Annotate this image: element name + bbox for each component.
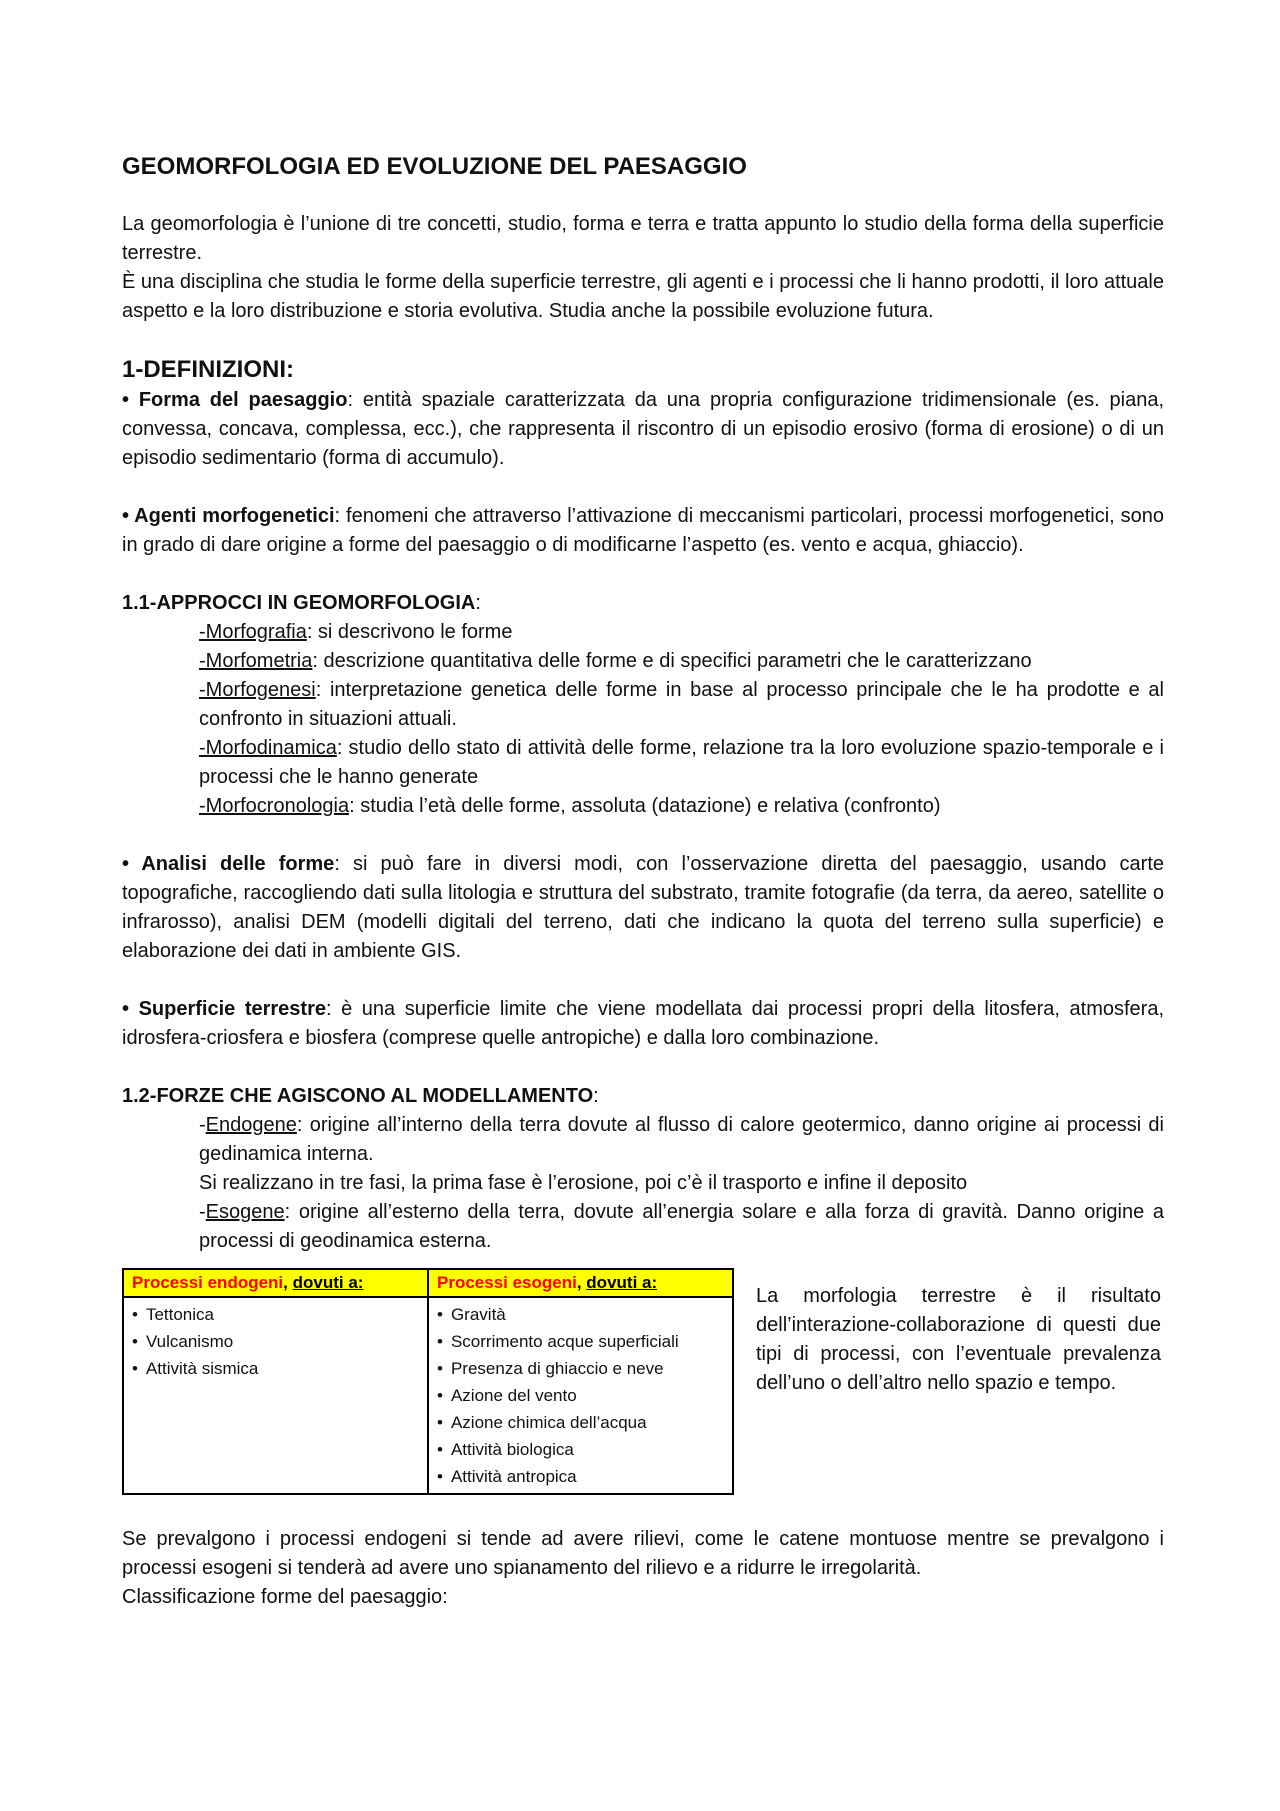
list-dash: - <box>199 1201 206 1223</box>
list-dash: - <box>199 1114 206 1136</box>
definition-term: • Agenti morfogenetici <box>122 505 335 527</box>
list-item-endogene <box>199 1111 1164 1169</box>
approach-term: -Morfocronologia <box>199 795 350 817</box>
subsection-heading-forze <box>122 1082 1164 1111</box>
definition-agenti-morfogenetici <box>122 502 1164 560</box>
list-item: • Scorrimento acque superficiali <box>437 1328 724 1355</box>
list-item-fasi: Si realizzano in tre fasi, la prima fase è l’erosione, poi c’è il trasporto e infine il deposito <box>199 1172 968 1194</box>
approach-text: : descrizione quantitativa delle forme e di specifici parametri che le caratterizzano <box>312 650 1032 672</box>
table-header-row <box>123 1269 733 1297</box>
definition-text: : è una superficie limite che viene modellata dai processi propri della litosfera, atmosfera, idrosfera-criosfera e biosfera (comprese quelle antropiche) e dalla loro combinazione. <box>122 998 1165 1049</box>
approach-text: : studia l’età delle forme, assoluta (datazione) e relativa (confronto) <box>349 795 941 817</box>
definition-analisi-forme <box>122 850 1164 966</box>
subsection-heading-approcci <box>122 589 1164 618</box>
force-term: Endogene <box>205 1114 297 1136</box>
esogeni-list <box>437 1301 724 1490</box>
intro-paragraph-1: La geomorfologia è l’unione di tre concetti, studio, forma e terra e tratta appunto lo studio della forma della superficie terrestre. <box>122 213 1164 264</box>
table-cell-esogeni <box>428 1297 733 1494</box>
header-comma: , <box>283 1273 293 1292</box>
subsection-heading-text: 1.2-FORZE CHE AGISCONO AL MODELLAMENTO <box>122 1085 594 1107</box>
forze-list <box>122 1111 1164 1256</box>
definition-superficie-terrestre <box>122 995 1164 1053</box>
definition-text: : si può fare in diversi modi, con l’osservazione diretta del paesaggio, usando carte topografiche, raccogliendo dati sulla litologia e struttura del substrato, tramite fotografie (da terra, da aereo, satellite o infrarosso), analisi DEM (modelli digitali del terreno, dati che indicano la quota del terreno sulla superficie) e elaborazione dei dati in ambiente GIS. <box>122 853 1164 962</box>
approach-term: -Morfogenesi <box>199 679 316 701</box>
list-item: • Gravità <box>437 1301 724 1328</box>
list-item: • Attività sismica <box>132 1355 419 1382</box>
list-item: • Attività antropica <box>437 1463 724 1490</box>
list-item: • Tettonica <box>132 1301 419 1328</box>
header-dovuti: dovuti a: <box>292 1273 364 1292</box>
approcci-list <box>122 618 1164 821</box>
list-item <box>199 792 1164 821</box>
approach-text: : studio dello stato di attività delle forme, relazione tra la loro evoluzione spazio-temporale e i processi che le hanno generate <box>199 737 1164 788</box>
heading-colon: : <box>593 1085 599 1107</box>
definition-term: • Forma del paesaggio <box>122 389 348 411</box>
table-side-text: La morfologia terrestre è il risultato dell’interazione-collaborazione di questi due tipi di processi, con l’eventuale prevalenza dell’uno o dell’altro nello spazio e tempo. <box>756 1285 1161 1394</box>
approach-term: -Morfografia <box>199 621 307 643</box>
list-item <box>199 618 1164 647</box>
processi-table <box>122 1268 734 1495</box>
table-cell-endogeni <box>123 1297 428 1494</box>
table-header-esogeni <box>428 1269 733 1297</box>
subsection-heading-text: 1.1-APPROCCI IN GEOMORFOLOGIA <box>122 592 476 614</box>
list-item: • Vulcanismo <box>132 1328 419 1355</box>
outro-paragraph-1: Se prevalgono i processi endogeni si tende ad avere rilievi, come le catene montuose mentre se prevalgono i processi esogeni si tenderà ad avere uno spianamento del rilievo e a ridurre le irregolarità. <box>122 1528 1164 1579</box>
table-header-endogeni <box>123 1269 428 1297</box>
approach-term: -Morfometria <box>199 650 313 672</box>
heading-colon: : <box>475 592 481 614</box>
document-content <box>122 152 1164 1612</box>
list-item <box>199 647 1164 676</box>
list-item: • Azione chimica dell’acqua <box>437 1409 724 1436</box>
definition-text: : fenomeni che attraverso l’attivazione di meccanismi particolari, processi morfogenetici, sono in grado di dare origine a forme del paesaggio o di modificarne l’aspetto (es. vento e acqua, ghiaccio). <box>122 505 1165 556</box>
approach-text: : interpretazione genetica delle forme in base al processo principale che le ha prodotte e al confronto in situazioni attuali. <box>199 679 1164 730</box>
document-title: GEOMORFOLOGIA ED EVOLUZIONE DEL PAESAGGIO <box>122 153 747 180</box>
section-heading-definizioni: 1-DEFINIZIONI: <box>122 356 294 383</box>
approach-text: : si descrivono le forme <box>306 621 513 643</box>
definition-text: : entità spaziale caratterizzata da una propria configurazione tridimensionale (es. piana, convessa, concava, complessa, ecc.), che rappresenta il riscontro di un episodio erosivo (forma di erosione) o di un episodio sedimentario (forma di accumulo). <box>122 389 1165 469</box>
header-label: Processi esogeni <box>437 1273 577 1292</box>
force-text: : origine all’interno della terra dovute al flusso di calore geotermico, danno origine ai processi di gedinamica interna. <box>199 1114 1164 1165</box>
list-item <box>199 734 1164 792</box>
outro-paragraph-2: Classificazione forme del paesaggio: <box>122 1586 448 1608</box>
table-row <box>123 1297 733 1494</box>
header-label: Processi endogeni <box>132 1273 284 1292</box>
list-item <box>199 676 1164 734</box>
list-item: • Presenza di ghiaccio e neve <box>437 1355 724 1382</box>
list-item-esogene <box>199 1198 1164 1256</box>
header-dovuti: dovuti a: <box>586 1273 658 1292</box>
force-term: Esogene <box>205 1201 285 1223</box>
force-text: : origine all’esterno della terra, dovute all’energia solare e alla forza di gravità. Danno origine a processi di geodinamica esterna. <box>199 1201 1164 1252</box>
intro-paragraph-2: È una disciplina che studia le forme della superficie terrestre, gli agenti e i processi che li hanno prodotti, il loro attuale aspetto e la loro distribuzione e storia evolutiva. Studia anche la possibile evoluzione futura. <box>122 271 1164 322</box>
approach-term: -Morfodinamica <box>199 737 337 759</box>
list-item: • Attività biologica <box>437 1436 724 1463</box>
definition-term: • Superficie terrestre <box>122 998 326 1020</box>
table-and-caption <box>122 1268 1164 1495</box>
definition-term: • Analisi delle forme <box>122 853 335 875</box>
header-comma: , <box>576 1273 587 1292</box>
list-item: • Azione del vento <box>437 1382 724 1409</box>
endogeni-list <box>132 1301 419 1382</box>
definition-forma-paesaggio <box>122 386 1164 473</box>
